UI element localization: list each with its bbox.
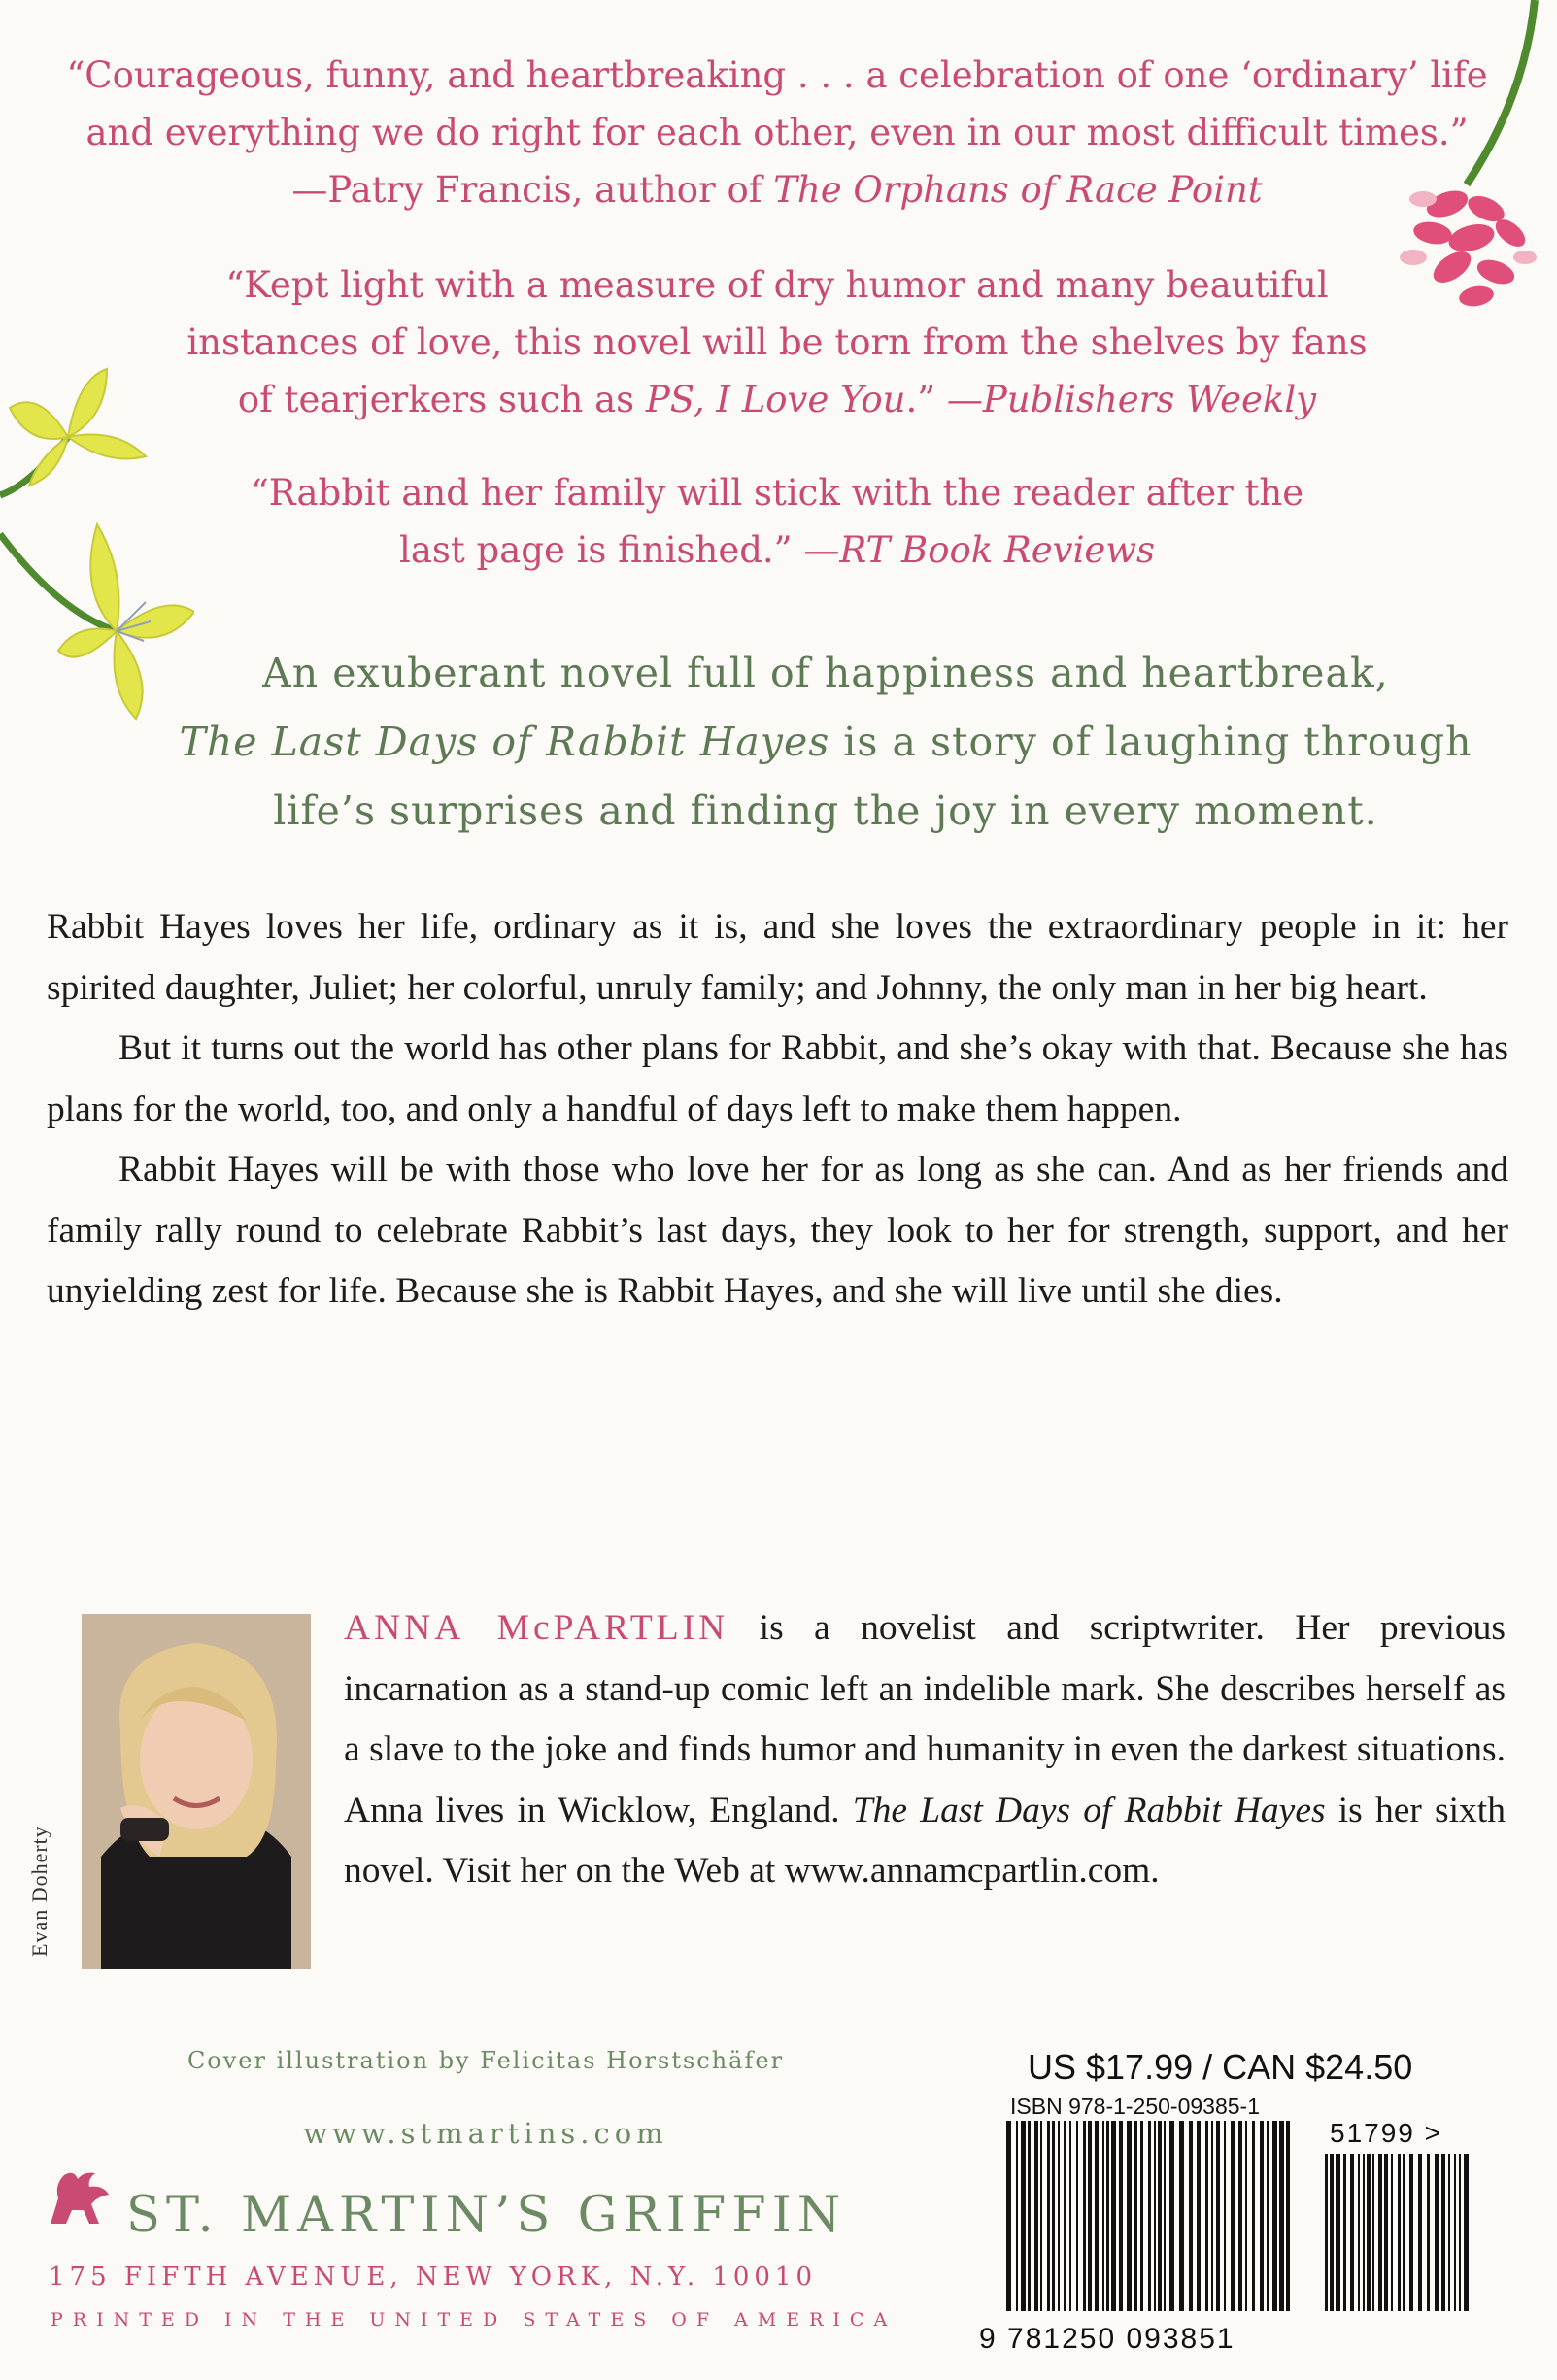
barcode-bar xyxy=(1448,2154,1450,2311)
barcode-bar xyxy=(1140,2121,1143,2311)
barcode-bar xyxy=(1083,2121,1086,2311)
barcode-bar xyxy=(1111,2121,1116,2311)
barcode-bar xyxy=(1418,2154,1422,2311)
barcode-bar xyxy=(1459,2154,1461,2311)
book-title: The Last Days of Rabbit Hayes xyxy=(179,719,830,765)
barcode-bar xyxy=(1403,2154,1405,2311)
barcode-bar xyxy=(1216,2121,1220,2311)
barcode-bar xyxy=(1272,2121,1277,2311)
barcode-bar xyxy=(1211,2121,1213,2311)
barcode-bar xyxy=(1179,2121,1184,2311)
barcode-bar xyxy=(1238,2121,1242,2311)
quote-attribution: —Publishers Weekly xyxy=(946,379,1317,420)
bio-book-title: The Last Days of Rabbit Hayes xyxy=(852,1790,1326,1830)
referenced-book-title: PS, I Love You xyxy=(645,379,906,420)
isbn-barcode xyxy=(1006,2121,1298,2311)
barcode-bar xyxy=(1224,2121,1226,2311)
attribution-book-title: The Orphans of Race Point xyxy=(773,169,1263,211)
barcode-bar xyxy=(1358,2154,1360,2311)
author-photo xyxy=(82,1614,311,1969)
quote-line: “Kept light with a measure of dry humor and many beautiful xyxy=(225,264,1329,306)
barcode-bar xyxy=(1006,2121,1011,2311)
barcode-bar xyxy=(1363,2154,1365,2311)
barcode-bar xyxy=(1279,2121,1284,2311)
barcode-bar xyxy=(1102,2121,1104,2311)
description-paragraph: Rabbit Hayes will be with those who love her for as long as she can. And as her friends and family rally round to celebrate Rabbit’s last days, they look to her for strength, support, and her unyielding zest for life. Because she is Rabbit Hayes, and she will live until she dies. xyxy=(47,1150,1508,1311)
barcode-bar xyxy=(1252,2121,1255,2311)
barcode-bar xyxy=(1076,2121,1078,2311)
printed-in-notice: PRINTED IN THE UNITED STATES OF AMERICA xyxy=(51,2309,897,2330)
review-quote-3 xyxy=(58,464,1496,579)
barcode-bar xyxy=(1325,2154,1328,2311)
price-label: US $17.99 / CAN $24.50 xyxy=(1028,2047,1413,2087)
publisher-name: ST. MARTIN’S GRIFFIN xyxy=(126,2187,847,2244)
barcode-bar xyxy=(1372,2154,1374,2311)
quote-line: last page is finished.” —RT Book Reviews xyxy=(399,529,1155,571)
author-bio: ANNA McPARTLIN is a novelist and scriptwriter. Her previous incarnation as a stand-up comic left an indelible mark. She describes herself as a slave to the joke and finds humor and humanity in even the darkest situations. Anna lives in Wicklow, England. The Last Days of Rabbit Hayes is her sixth novel. Visit her on the Web at www.annamcpartlin.com. xyxy=(344,1608,1506,1891)
barcode-bar xyxy=(1378,2154,1382,2311)
barcode-bar xyxy=(1148,2121,1151,2311)
quote-line: and everything we do right for each other, even in our most difficult times.” xyxy=(85,112,1469,153)
barcode-bar xyxy=(1052,2121,1055,2311)
barcode-bar xyxy=(1088,2121,1092,2311)
quote-line: of tearjerkers such as PS, I Love You.” —Publishers Weekly xyxy=(237,379,1317,420)
barcode-bar xyxy=(1454,2154,1456,2311)
barcode-bar xyxy=(1127,2121,1132,2311)
review-quote-1 xyxy=(58,47,1496,218)
isbn-label: ISBN 978-1-250-09385-1 xyxy=(1010,2094,1260,2119)
barcode-bar xyxy=(1034,2121,1038,2311)
barcode-bar xyxy=(1367,2154,1371,2311)
barcode-bar xyxy=(1040,2121,1042,2311)
barcode-bar xyxy=(1350,2154,1354,2311)
barcode-bar xyxy=(1106,2121,1109,2311)
barcode-bar xyxy=(1409,2154,1413,2311)
barcode-bar xyxy=(1021,2121,1026,2311)
barcode-bar xyxy=(1336,2154,1340,2311)
barcode-bar xyxy=(1028,2121,1031,2311)
barcode-bar xyxy=(1158,2121,1162,2311)
barcode-bar xyxy=(1205,2121,1208,2311)
publisher-address: 175 FIFTH AVENUE, NEW YORK, N.Y. 10010 xyxy=(49,2263,818,2292)
tagline: An exuberant novel full of happiness and heartbreak, The Last Days of Rabbit Hayes is a story of laughing through life’s surprises and finding the joy in every moment. xyxy=(179,650,1472,834)
barcode-bar xyxy=(1154,2121,1156,2311)
quote-line: instances of love, this novel will be torn from the shelves by fans xyxy=(186,321,1368,363)
barcode-bar xyxy=(1435,2154,1439,2311)
photo-credit: Evan Doherty xyxy=(27,1826,51,1957)
barcode-bar xyxy=(1231,2121,1235,2311)
author-name: ANNA McPARTLIN xyxy=(344,1608,729,1648)
publisher-website: www.stmartins.com xyxy=(303,2117,668,2150)
quote-attribution: —Patry Francis, author of The Orphans of Race Point xyxy=(291,169,1263,211)
cover-illustration-credit: Cover illustration by Felicitas Horstschäfer xyxy=(186,2047,785,2074)
barcode-bar xyxy=(1064,2121,1066,2311)
book-description xyxy=(47,897,1508,1323)
barcode-bar xyxy=(1427,2154,1430,2311)
barcode-bar xyxy=(1197,2121,1201,2311)
barcode-bar xyxy=(1189,2121,1193,2311)
description-paragraph: Rabbit Hayes loves her life, ordinary as it is, and she loves the extraordinary people in it: her spirited daughter, Juliet; her colorful, unruly family; and Johnny, the only man in her big heart. xyxy=(47,907,1508,1008)
barcode-bar xyxy=(1267,2121,1269,2311)
barcode-bar xyxy=(1245,2121,1247,2311)
barcode-bar xyxy=(1169,2121,1174,2311)
barcode-bar xyxy=(1464,2154,1469,2311)
barcode-bar xyxy=(1164,2121,1166,2311)
barcode-bar xyxy=(1095,2121,1099,2311)
barcode-bar xyxy=(1016,2121,1018,2311)
barcode-bar xyxy=(1260,2121,1264,2311)
barcode-bar xyxy=(1330,2154,1334,2311)
barcode-bar xyxy=(1398,2154,1401,2311)
barcode-bar xyxy=(1286,2121,1290,2311)
barcode-bar xyxy=(1343,2154,1346,2311)
barcode-bar xyxy=(1391,2154,1393,2311)
barcode-addon-digits: 51799 > xyxy=(1330,2118,1442,2148)
barcode-bar xyxy=(1441,2154,1445,2311)
barcode-bar xyxy=(1069,2121,1071,2311)
quote-attribution: —RT Book Reviews xyxy=(803,529,1155,571)
barcode-bar xyxy=(1384,2154,1388,2311)
barcode-bar xyxy=(1047,2121,1050,2311)
barcode-bar xyxy=(1058,2121,1060,2311)
description-paragraph: But it turns out the world has other plans for Rabbit, and she’s okay with that. Because she has plans for the world, too, and only a handful of days left to make them happen. xyxy=(47,1028,1508,1129)
quote-line: “Rabbit and her family will stick with the reader after the xyxy=(250,472,1304,514)
barcode-bar xyxy=(1134,2121,1137,2311)
review-quote-2 xyxy=(58,256,1496,428)
barcode-bar xyxy=(1119,2121,1123,2311)
griffin-logo-icon xyxy=(45,2165,113,2228)
barcode-digits: 9 781250 093851 xyxy=(979,2323,1235,2355)
price-addon-barcode xyxy=(1325,2154,1474,2311)
quote-line: “Courageous, funny, and heartbreaking . . . a celebration of one ‘ordinary’ life xyxy=(66,54,1488,96)
